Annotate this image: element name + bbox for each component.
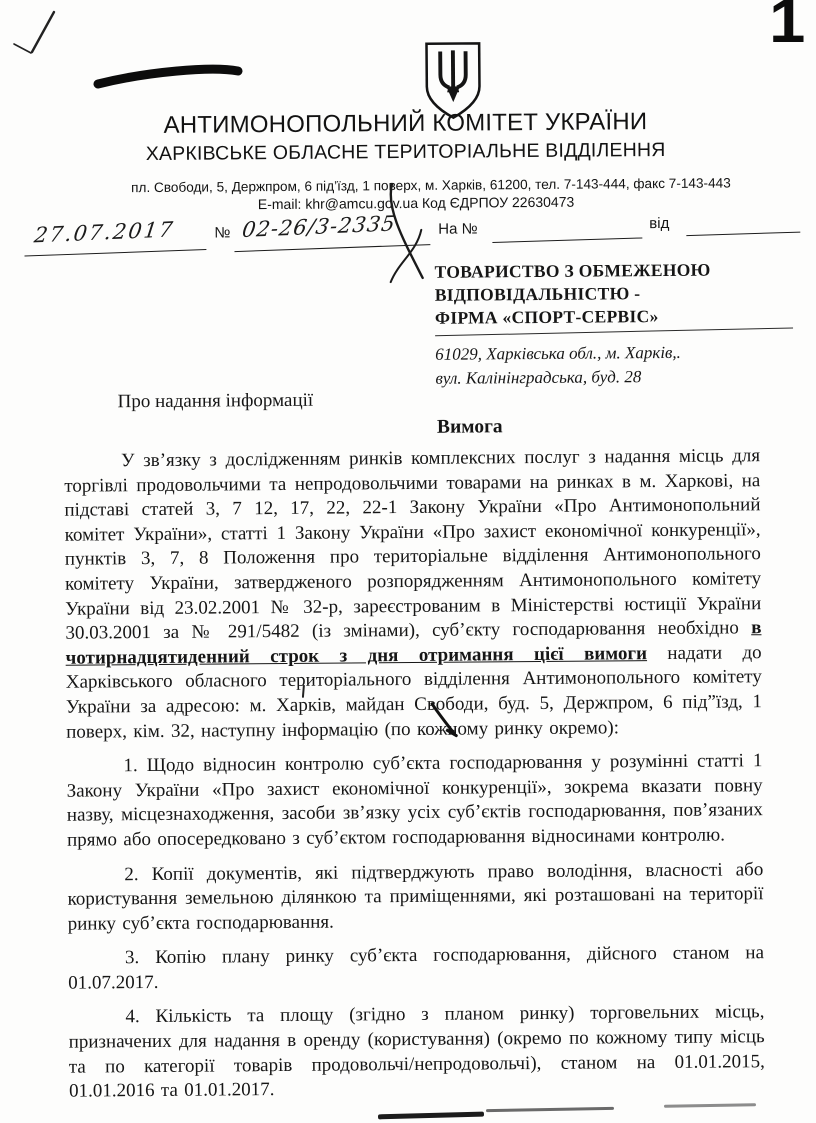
- pen-flourish: [294, 178, 425, 289]
- recipient-name-line: ФІРМА «СПОРТ-СЕРВІС»: [434, 306, 659, 328]
- list-item-2: 2. Копії документів, які підтверджують право володіння, власності або користування земельною ділянкою та приміщеннями, які розташовані на території ринку суб’єкта господарювання.: [67, 858, 764, 935]
- recipient-name-line: ВІДПОВІДАЛЬНІСТЮ -: [434, 283, 641, 305]
- pen-tick-mark: [426, 700, 466, 744]
- intro-text-before: У зв’язку з дослідженням ринків комплексних послуг з надання місць для торгівлі продовольчими та непродовольчими товарами на ринках в м. Харкові, на підставі статей 3, 7 12, 17, 22, 22-1 Закону України «Про Антимонопольний комітет України», статті 1 Закону України «Про захист економічної конкуренції», пунктів 3, 7, 8 Положення про територіальне відділення Антимонопольного комітету України, затвердженого розпорядженням Антимонопольного комітету України від 23.02.2001 № 32-р, зареєстрованим в Міністерстві юстиції України 30.03.2001 за № 291/5482 (із змінами), суб’єкту господарювання необхідно: [64, 445, 762, 644]
- subject-line: Про надання інформації: [117, 389, 314, 413]
- from-date-field-line: [686, 232, 800, 236]
- doc-number-label: №: [214, 224, 231, 242]
- intro-text-after: надати до Харківського обласного територіального відділення Антимонопольного комітету України за адресою: м. Харків, майдан Свободи, буд. 5, Держпром, 6 під”їзд, 1 поверх, кім. 32, наступну інформацію (по кожному ринку окремо):: [65, 641, 763, 743]
- letterhead: [0, 0, 812, 213]
- org-address: пл. Свободи, 5, Держпром, 6 під’їзд, 1 поверх, м. Харків, 61200, тел. 7-143-444, факс 7-143-443: [131, 175, 731, 196]
- org-contact: E-mail: khr@amcu.gov.ua Код ЄДРПОУ 22630473: [257, 193, 575, 213]
- reference-row: [0, 211, 815, 265]
- list-item-3: 3. Копію плану ринку суб’єкта господарювання, дійсного станом на 01.07.2017.: [68, 942, 765, 994]
- list-item-1: 1. Щодо відносин контролю суб’єкта господарювання у розумінні статті 1 Закону України «Про захист економічної конкуренції», зокрема вказати повну назву, місцезнаходження, засоби зв’язку усіх суб’єктів господарювання, пов’язаних прямо або опосередковано з суб’єктом господарювання відносинами контролю.: [66, 750, 763, 851]
- letter-date-handwritten: 27.07.2017: [32, 217, 177, 248]
- doc-number-handwritten: 02-26/3-2335: [240, 211, 398, 243]
- org-name: АНТИМОНОПОЛЬНИЙ КОМІТЕТ УКРАЇНИ: [163, 108, 648, 139]
- recipient-address-line: 61029, Харківська обл., м. Харків,.: [435, 342, 681, 364]
- intro-paragraph: [64, 444, 762, 745]
- letter-body: [64, 444, 765, 1114]
- recipient-block: [435, 258, 794, 391]
- from-date-label: від: [649, 214, 670, 233]
- recipient-name-line: ТОВАРИСТВО З ОБМЕЖЕНОЮ: [434, 259, 711, 282]
- deadline-bold-phrase: в чотирнадцятиденний строк з дня отримання цієї вимоги: [65, 617, 762, 669]
- incoming-number-label: На №: [438, 220, 478, 238]
- pen-dot-mark: [298, 684, 310, 700]
- list-item-4: 4. Кількість та площу (згідно з планом ринку) торговельних місць, призначених для надання в оренду (користування) (окремо по кожному типу місць та по категорії товарів продовольчі/непродовольчі), станом на 01.01.2015, 01.01.2016 та 01.01.2017.: [68, 1001, 765, 1102]
- page-number: 1: [768, 0, 805, 56]
- document-title: Вимога: [436, 416, 503, 438]
- recipient-address-line: вул. Калінінградська, буд. 28: [435, 367, 642, 388]
- date-field-line: [24, 249, 206, 257]
- coat-of-arms-icon: [421, 41, 486, 120]
- incoming-number-field-line: [492, 237, 642, 243]
- org-branch: ХАРКІВСЬКЕ ОБЛАСНЕ ТЕРИТОРІАЛЬНЕ ВІДДІЛЕННЯ: [145, 138, 666, 166]
